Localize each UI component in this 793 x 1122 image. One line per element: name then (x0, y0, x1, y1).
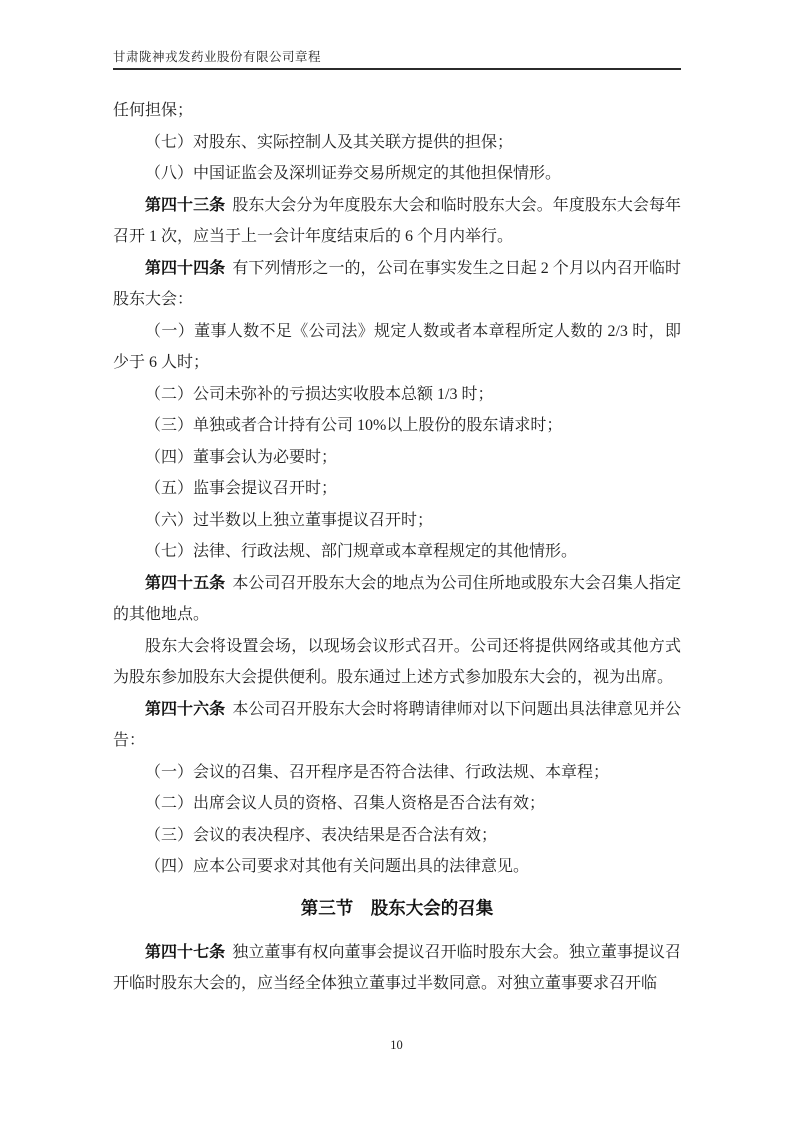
article-paragraph (113, 694, 681, 757)
article-number: 第四十三条 (145, 196, 226, 214)
list-item-paragraph: （四）董事会认为必要时； (145, 448, 338, 466)
article-number: 第四十五条 (145, 574, 226, 592)
article-number: 第四十六条 (145, 700, 226, 718)
article-paragraph (113, 253, 681, 316)
article-number: 第四十四条 (145, 259, 226, 277)
page-footer (0, 1038, 793, 1053)
continuation-paragraph: 任何担保； (113, 102, 194, 119)
list-item-paragraph: （四）应本公司要求对其他有关问题出具的法律意见。 (145, 858, 530, 875)
article-text: 本公司召开股东大会的地点为公司住所地或股东大会召集人指定的其他地点。 (113, 574, 681, 623)
list-item-paragraph: （二）公司未弥补的亏损达实收股本总额 1/3 时； (145, 385, 494, 403)
list-item-paragraph: （八）中国证监会及深圳证券交易所规定的其他担保情形。 (145, 165, 562, 182)
article-text: 有下列情形之一的，公司在事实发生之日起 2 个月以内召开临时股东大会： (113, 259, 681, 308)
list-item-paragraph: （七）法律、行政法规、部门规章或本章程规定的其他情形。 (145, 543, 578, 560)
list-item-paragraph: （二）出席会议人员的资格、召集人资格是否合法有效； (145, 795, 546, 812)
article-paragraph (113, 568, 681, 631)
page-number: 10 (390, 1038, 403, 1052)
article-number: 第四十七条 (145, 943, 226, 961)
article-text: 股东大会分为年度股东大会和临时股东大会。年度股东大会每年召开 1 次，应当于上一会计年度结束后的 6 个月内举行。 (113, 196, 681, 245)
article-text: 独立董事有权向董事会提议召开临时股东大会。独立董事提议召开临时股东大会的，应当经全体独立董事过半数同意。对独立董事要求召开临 (113, 943, 681, 992)
list-item-paragraph: （一）董事人数不足《公司法》规定人数或者本章程所定人数的 2/3 时，即少于 6 人时； (113, 322, 681, 371)
article-paragraph (113, 190, 681, 253)
page-header (113, 47, 681, 70)
article-paragraph (113, 937, 681, 1000)
document-body (113, 95, 681, 1000)
list-item-paragraph: （五）监事会提议召开时； (145, 480, 338, 497)
list-item-paragraph: 股东大会将设置会场，以现场会议形式召开。公司还将提供网络或其他方式为股东参加股东大会提供便利。股东通过上述方式参加股东大会的，视为出席。 (113, 637, 681, 686)
list-item-paragraph: （六）过半数以上独立董事提议召开时； (145, 511, 434, 529)
section-heading: 第三节 股东大会的召集 (300, 897, 494, 918)
list-item-paragraph: （七）对股东、实际控制人及其关联方提供的担保； (145, 133, 514, 151)
list-item-paragraph: （三）会议的表决程序、表决结果是否合法有效； (145, 826, 498, 844)
article-text: 本公司召开股东大会时将聘请律师对以下问题出具法律意见并公告： (113, 700, 681, 749)
list-item-paragraph: （三）单独或者合计持有公司 10%以上股份的股东请求时； (145, 417, 563, 434)
list-item-paragraph: （一）会议的召集、召开程序是否符合法律、行政法规、本章程； (145, 763, 610, 781)
header-title: 甘肃陇神戎发药业股份有限公司章程 (113, 50, 322, 64)
